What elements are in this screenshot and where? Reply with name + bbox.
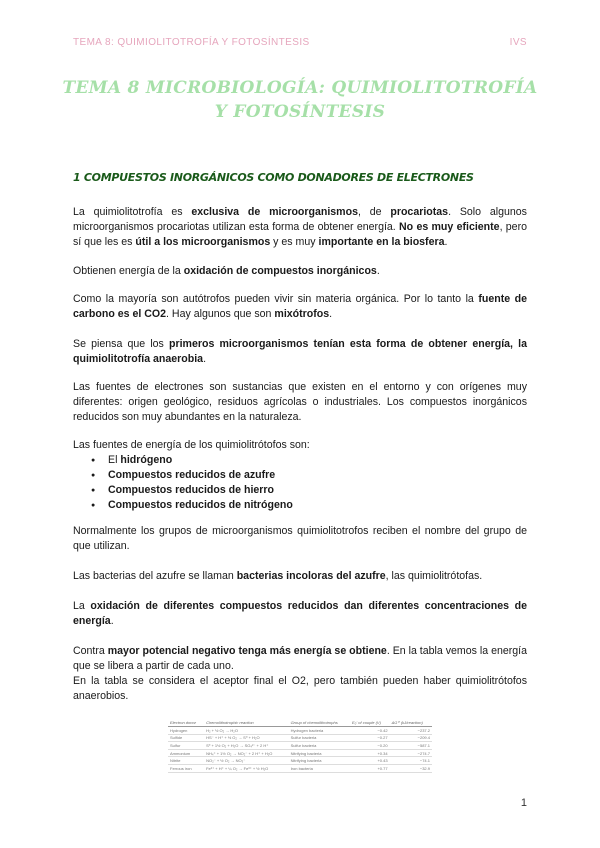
- bold-text: mixótrofos: [274, 308, 330, 320]
- bold-text: importante en la biosfera: [318, 236, 445, 248]
- table-cell: Sulfur: [168, 742, 204, 750]
- table-cell: Hydrogen: [168, 727, 204, 735]
- header-title: TEMA 8: QUIMIOLITOTROFÍA Y FOTOSÍNTESIS: [73, 37, 310, 48]
- bold-text: bacterias incoloras del azufre: [236, 570, 386, 582]
- table-cell: Nitrifying bacteria: [289, 749, 350, 757]
- bold-text: mayor potencial negativo tenga más energía se obtiene: [107, 645, 387, 657]
- table-cell: Fe²⁺ + H⁺ + ¼ O₂ → Fe³⁺ + ½ H₂O: [204, 764, 289, 772]
- table-header-cell: E₀' of couple (V): [350, 719, 390, 727]
- paragraph-7: Normalmente los grupos de microorganismos quimiolitotrofos reciben el nombre del grupo de que utilizan.: [73, 525, 527, 552]
- table-row: [168, 764, 432, 772]
- table-cell: S⁰ + 1½ O₂ + H₂O → SO₄²⁻ + 2 H⁺: [204, 742, 289, 750]
- table-cell: H₂ + ½ O₂ → H₂O: [204, 727, 289, 735]
- table-row: [168, 757, 432, 765]
- section-heading: 1 COMPUESTOS INORGÁNICOS COMO DONADORES DE ELECTRONES: [73, 171, 474, 184]
- table-cell: NO₂⁻ + ½ O₂ → NO₃⁻: [204, 757, 289, 765]
- table-cell: Iron bacteria: [289, 764, 350, 772]
- page-number: 1: [520, 797, 527, 809]
- page-header: [73, 37, 527, 51]
- paragraph-6: Las fuentes de energía de los quimiolitrótofos son:: [73, 439, 310, 451]
- paragraph-11: En la tabla se considera el aceptor final el O2, pero también pueden haber quimiolitrótofos anaerobios.: [73, 675, 527, 702]
- table-cell: −32.9: [390, 764, 432, 772]
- document-title: TEMA 8 MICROBIOLOGÍA: QUIMIOLITOTROFÍA Y FOTOSÍNTESIS: [62, 78, 538, 122]
- table-cell: Ferrous iron: [168, 764, 204, 772]
- table-body: [168, 727, 432, 773]
- bold-text: fuente de carbono es el CO2: [73, 293, 527, 320]
- table-row: [168, 734, 432, 742]
- bold-text: oxidación de diferentes compuestos reducidos dan diferentes concentraciones de energía: [73, 600, 527, 627]
- table-cell: −274.7: [390, 749, 432, 757]
- list-item: ● Compuestos reducidos de azufre: [73, 468, 527, 483]
- bold-text: No es muy eficiente: [399, 221, 500, 233]
- paragraph-2: Obtienen energía de la oxidación de compuestos inorgánicos.: [73, 265, 380, 277]
- paragraph-9: La oxidación de diferentes compuestos reducidos dan diferentes concentraciones de energía.: [73, 600, 527, 627]
- header-author: IVS: [509, 37, 527, 48]
- table-cell: −0.27: [350, 734, 390, 742]
- paragraph-3: Como la mayoría son autótrofos pueden vivir sin materia orgánica. Por lo tanto la fuente de carbono es el CO2. Hay algunos que son mixótrofos.: [73, 293, 527, 320]
- table-cell: Hydrogen bacteria: [289, 727, 350, 735]
- table-cell: +0.34: [350, 749, 390, 757]
- list-item: ● Compuestos reducidos de nitrógeno: [73, 498, 527, 513]
- table-cell: Ammonium: [168, 749, 204, 757]
- table-cell: NH₄⁺ + 1½ O₂ → NO₂⁻ + 2 H⁺ + H₂O: [204, 749, 289, 757]
- paragraph-4: Se piensa que los primeros microorganismos tenían esta forma de obtener energía, la quimiolitotrofía anaerobia.: [73, 338, 527, 365]
- paragraph-10: Contra mayor potencial negativo tenga más energía se obtiene. En la tabla vemos la energía que se libera a partir de cada uno.: [73, 645, 527, 672]
- table-cell: Nitrite: [168, 757, 204, 765]
- bold-text: primeros microorganismos tenían esta forma de obtener energía, la quimiolitotrofía anaerobia: [73, 338, 527, 365]
- table-row: [168, 742, 432, 750]
- table-cell: Sulfur bacteria: [289, 742, 350, 750]
- table-header-cell: Group of chemolithotrophs: [289, 719, 350, 727]
- table-header-cell: Chemolithotrophic reaction: [204, 719, 289, 727]
- table-cell: −0.42: [350, 727, 390, 735]
- table-row: [168, 727, 432, 735]
- paragraph-8: Las bacterias del azufre se llaman bacterias incoloras del azufre, las quimiolitrótofas.: [73, 570, 483, 582]
- bold-text: oxidación de compuestos inorgánicos: [183, 265, 377, 277]
- paragraph-5: Las fuentes de electrones son sustancias que existen en el entorno y con orígenes muy diferentes: origen geológico, residuos agrícolas o industriales. Los compuestos inorgánicos reducidos son muy abundantes en la naturaleza.: [73, 381, 527, 423]
- table-cell: Sulfide: [168, 734, 204, 742]
- energy-table: [168, 719, 432, 777]
- list-item: ● El hidrógeno: [73, 453, 527, 468]
- table-cell: Nitrifying bacteria: [289, 757, 350, 765]
- table-header-row: [168, 719, 432, 727]
- energy-sources-list: [73, 453, 527, 513]
- table-header-cell: Electron donor: [168, 719, 204, 727]
- table-header-cell: ΔG⁰' (kJ/reaction): [390, 719, 432, 727]
- table-cell: Sulfur bacteria: [289, 734, 350, 742]
- bold-text: útil a los microorganismos: [135, 236, 271, 248]
- table-row: [168, 749, 432, 757]
- bold-text: exclusiva de microorganismos: [191, 206, 358, 218]
- table-cell: −587.1: [390, 742, 432, 750]
- table-cell: −237.2: [390, 727, 432, 735]
- table-cell: −0.20: [350, 742, 390, 750]
- table-cell: +0.43: [350, 757, 390, 765]
- table-cell: +0.77: [350, 764, 390, 772]
- paragraph-1: La quimiolitotrofía es exclusiva de microorganismos, de procariotas. Solo algunos microorganismos procariotas utilizan esta forma de obtener energía. No es muy eficiente, pero sí que les es útil a los microorganismos y es muy importante en la biosfera.: [73, 206, 527, 248]
- table-cell: HS⁻ + H⁺ + ½ O₂ → S⁰ + H₂O: [204, 734, 289, 742]
- table-cell: −74.1: [390, 757, 432, 765]
- bold-text: procariotas: [390, 206, 449, 218]
- list-item: ● Compuestos reducidos de hierro: [73, 483, 527, 498]
- table-cell: −209.4: [390, 734, 432, 742]
